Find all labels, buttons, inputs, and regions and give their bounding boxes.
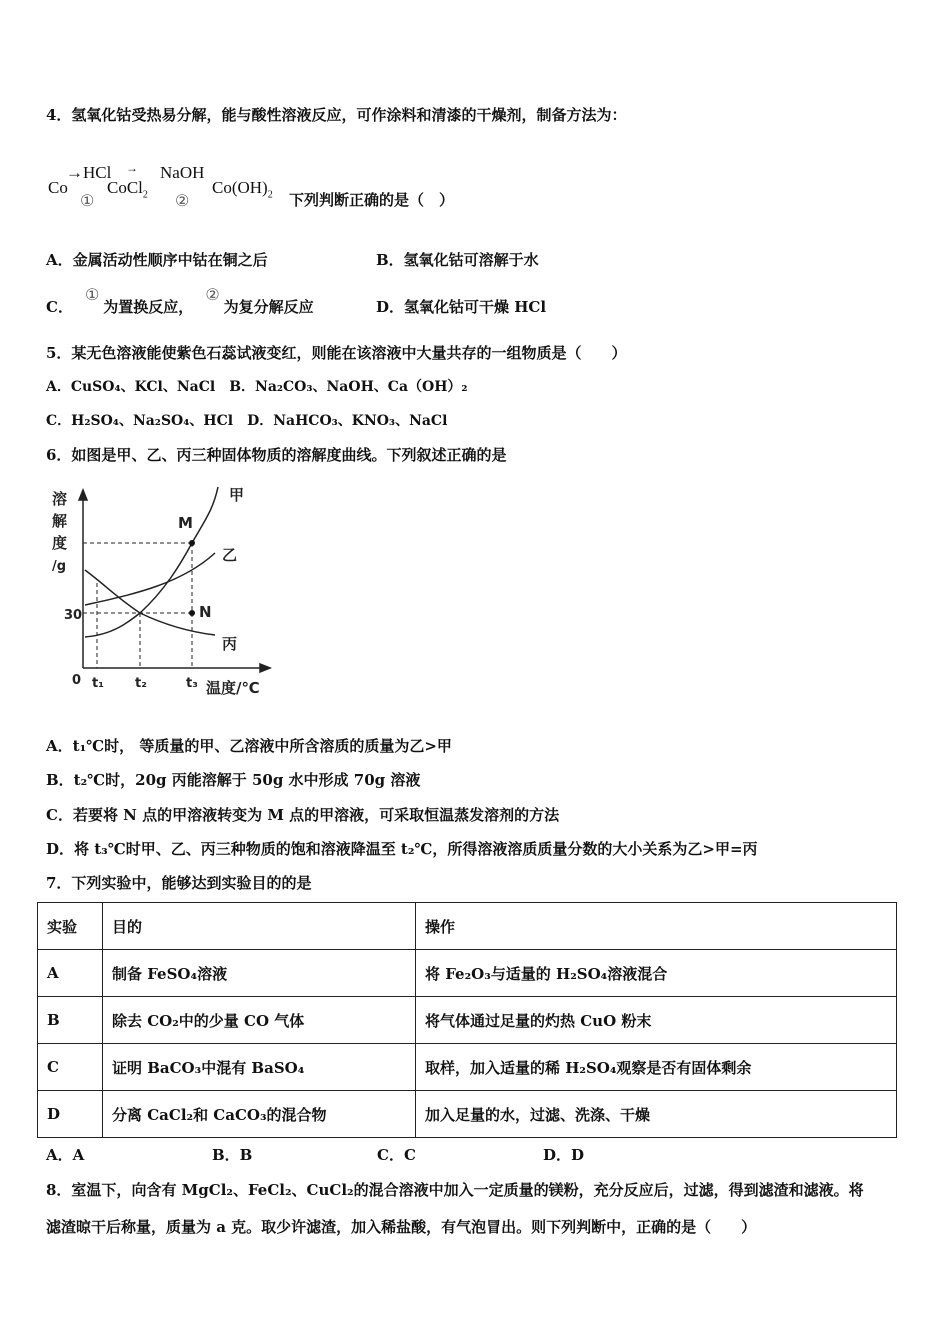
- cell: 分离 CaCl₂和 CaCO₃的混合物: [103, 1091, 416, 1138]
- label-jia: 甲: [229, 486, 245, 504]
- point-n: [189, 610, 195, 616]
- q7-option-c: C．C: [377, 1146, 416, 1164]
- q4-option-c: C．①为置换反应，②为复分解反应: [46, 285, 314, 316]
- cell: 取样，加入适量的稀 H₂SO₄观察是否有固体剩余: [416, 1044, 897, 1091]
- tick-t3: t₃: [186, 676, 198, 691]
- label-m: M: [178, 514, 193, 532]
- eq-hcl: →HCl: [66, 163, 112, 182]
- cell: B: [38, 997, 103, 1044]
- q5-options-cd: C．H₂SO₄、Na₂SO₄、HCl D．NaHCO₃、KNO₃、NaCl: [46, 413, 448, 429]
- q8-line1: 8．室温下，向含有 MgCl₂、FeCl₂、CuCl₂的混合溶液中加入一定质量的镁粉，充分反应后，过滤，得到滤渣和滤液。将: [46, 1181, 864, 1199]
- q6-option-b: B．t₂℃时，20g 丙能溶解于 50g 水中形成 70g 溶液: [46, 771, 421, 789]
- point-m: [189, 540, 195, 546]
- q6-option-d: D．将 t₃℃时甲、乙、丙三种物质的饱和溶液降温至 t₂℃，所得溶液溶质质量分数的大小关系为乙>甲=丙: [46, 840, 758, 858]
- x-axis-arrow: [260, 664, 270, 672]
- q8-line2: 滤渣晾干后称量，质量为 a 克。取少许滤渣，加入稀盐酸，有气泡冒出。则下列判断中，正确的是（ ）: [46, 1218, 757, 1236]
- label-bing: 丙: [222, 635, 238, 653]
- q4-option-d: D．氢氧化钴可干燥 HCl: [376, 298, 547, 316]
- tick-30: 30: [64, 608, 83, 623]
- q7-option-d: D．D: [543, 1146, 585, 1164]
- cell: 将 Fe₂O₃与适量的 H₂SO₄溶液混合: [416, 950, 897, 997]
- header-cell: 操作: [416, 903, 897, 950]
- cell: A: [38, 950, 103, 997]
- q6-stem: 6．如图是甲、乙、丙三种固体物质的溶解度曲线。下列叙述正确的是: [46, 446, 507, 464]
- header-cell: 实验: [38, 903, 103, 950]
- ylabel-4: /g: [52, 559, 67, 574]
- y-axis-arrow: [79, 490, 87, 500]
- eq-step1: ①: [80, 191, 95, 210]
- q7-option-b: B．B: [212, 1146, 253, 1164]
- eq-cocl2: CoCl$_2$: [107, 178, 148, 201]
- eq-naoh: NaOH: [160, 163, 205, 182]
- tick-t2: t₂: [135, 676, 147, 691]
- q6-option-c: C．若要将 N 点的甲溶液转变为 M 点的甲溶液，可采取恒温蒸发溶剂的方法: [46, 806, 560, 824]
- q7-option-a: A．A: [46, 1146, 85, 1164]
- solubility-chart: [0, 0, 300, 710]
- ylabel-3: 度: [52, 534, 68, 552]
- xlabel: 温度/℃: [206, 679, 260, 697]
- table-row: [38, 1044, 897, 1091]
- table-header: [38, 903, 897, 950]
- label-yi: 乙: [222, 546, 238, 564]
- q4-option-b: B．氢氧化钴可溶解于水: [376, 251, 539, 269]
- cell: C: [38, 1044, 103, 1091]
- table-row: [38, 997, 897, 1044]
- cell: 加入足量的水，过滤、洗涤、干燥: [416, 1091, 897, 1138]
- tick-origin: 0: [72, 673, 82, 688]
- eq-cooh2: $Co(OH)_2$: [212, 178, 273, 201]
- tick-t1: t₁: [92, 676, 104, 691]
- cell: 制备 FeSO₄溶液: [103, 950, 416, 997]
- cell: 证明 BaCO₃中混有 BaSO₄: [103, 1044, 416, 1091]
- header-cell: 目的: [103, 903, 416, 950]
- curve-yi: [85, 553, 215, 605]
- cell: 将气体通过足量的灼热 CuO 粉末: [416, 997, 897, 1044]
- label-n: N: [199, 603, 212, 621]
- q4-stem: 4．氢氧化钴受热易分解，能与酸性溶液反应，可作涂料和清漆的干燥剂，制备方法为：: [46, 106, 627, 124]
- eq-step2: ②: [175, 191, 190, 210]
- eq-co: Co: [48, 178, 68, 197]
- ylabel-2: 解: [52, 512, 68, 530]
- cell: D: [38, 1091, 103, 1138]
- cell: 除去 CO₂中的少量 CO 气体: [103, 997, 416, 1044]
- q4-option-a: A．金属活动性顺序中钴在铜之后: [46, 251, 268, 269]
- table-row: [38, 1091, 897, 1138]
- ylabel-1: 溶: [52, 490, 68, 508]
- q5-options-ab: A．CuSO₄、KCl、NaCl B．Na₂CO₃、NaOH、Ca（OH）₂: [46, 379, 468, 395]
- q6-option-a: A．t₁℃时， 等质量的甲、乙溶液中所含溶质的质量为乙>甲: [46, 737, 452, 755]
- eq-arrow: →: [126, 161, 138, 175]
- q7-stem: 7．下列实验中，能够达到实验目的的是: [46, 874, 312, 892]
- q4-ask: 下列判断正确的是（ ）: [289, 191, 455, 209]
- q7-table: [37, 902, 897, 1138]
- q5-stem: 5．某无色溶液能使紫色石蕊试液变红，则能在该溶液中大量共存的一组物质是（ ）: [46, 344, 627, 362]
- table-row: [38, 950, 897, 997]
